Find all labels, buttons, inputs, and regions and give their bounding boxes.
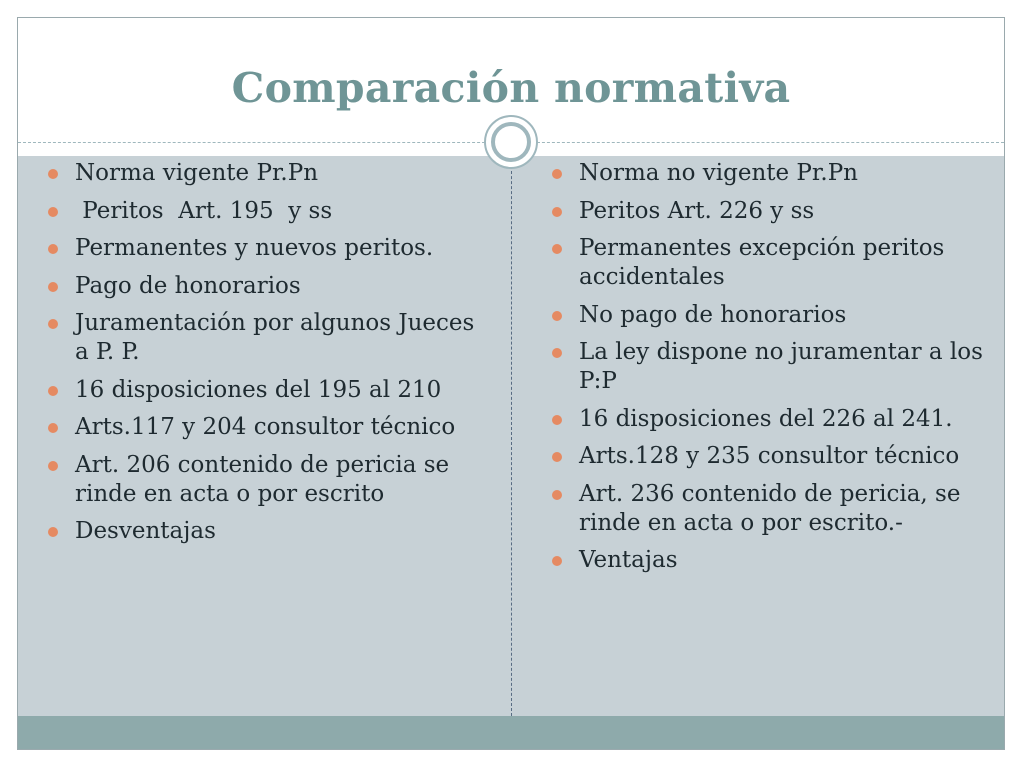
list-item xyxy=(44,309,494,367)
list-item xyxy=(548,197,988,226)
bullet-icon xyxy=(552,490,562,500)
bullet-icon xyxy=(48,423,58,433)
list-item xyxy=(548,159,988,188)
list-item-text: Desventajas xyxy=(75,518,216,544)
list-item xyxy=(548,234,988,292)
bullet-icon xyxy=(552,207,562,217)
list-item xyxy=(548,442,988,471)
list-item-text: La ley dispone no juramentar a los P:P xyxy=(579,339,983,394)
bullet-icon xyxy=(552,311,562,321)
bullet-icon xyxy=(48,282,58,292)
list-item xyxy=(44,234,494,263)
left-column-list xyxy=(44,159,494,555)
right-column-list xyxy=(548,159,988,584)
list-item-text: Peritos Art. 226 y ss xyxy=(579,197,815,224)
list-item-text: Norma vigente Pr.Pn xyxy=(75,160,319,186)
list-item xyxy=(548,405,988,434)
bullet-icon xyxy=(48,319,58,329)
list-item xyxy=(44,376,494,405)
list-item-text: Pago de honorarios xyxy=(75,272,301,299)
list-item xyxy=(548,546,988,575)
bullet-icon xyxy=(48,386,58,396)
footer-bar xyxy=(18,716,1004,749)
bullet-icon xyxy=(552,556,562,566)
list-item xyxy=(44,451,494,509)
list-item xyxy=(548,480,988,538)
list-item xyxy=(44,517,494,546)
bullet-icon xyxy=(48,207,58,217)
bullet-icon xyxy=(48,169,58,179)
list-item-text: Ventajas xyxy=(579,547,678,573)
list-item xyxy=(548,338,988,396)
list-item xyxy=(44,159,494,188)
list-item-text: Permanentes excepción peritos accidentales xyxy=(579,235,945,290)
list-item xyxy=(44,413,494,442)
bullet-icon xyxy=(552,244,562,254)
list-item-text: Arts.117 y 204 consultor técnico xyxy=(75,414,456,440)
bullet-icon xyxy=(552,452,562,462)
list-item-text: Art. 236 contenido de pericia, se rinde en acta o por escrito.- xyxy=(579,480,961,536)
list-item-text: Juramentación por algunos Jueces a P. P. xyxy=(75,310,475,365)
list-item xyxy=(44,197,494,226)
list-item-text: Norma no vigente Pr.Pn xyxy=(579,160,858,186)
list-item-text: Arts.128 y 235 consultor técnico xyxy=(579,443,960,469)
list-item-text: 16 disposiciones del 226 al 241. xyxy=(579,405,953,432)
list-item-text: No pago de honorarios xyxy=(579,301,847,328)
slide-title: Comparación normativa xyxy=(231,64,791,112)
column-divider xyxy=(511,156,512,716)
bullet-icon xyxy=(552,415,562,425)
bullet-icon xyxy=(48,461,58,471)
list-item xyxy=(548,301,988,330)
list-item-text: Peritos Art. 195 y ss xyxy=(75,197,333,224)
bullet-icon xyxy=(48,244,58,254)
list-item-text: Permanentes y nuevos peritos. xyxy=(75,235,434,261)
bullet-icon xyxy=(48,527,58,537)
bullet-icon xyxy=(552,348,562,358)
list-item xyxy=(44,272,494,301)
decorative-ring-inner xyxy=(491,122,531,162)
list-item-text: 16 disposiciones del 195 al 210 xyxy=(75,376,442,403)
bullet-icon xyxy=(552,169,562,179)
list-item-text: Art. 206 contenido de pericia se rinde en acta o por escrito xyxy=(75,451,450,507)
